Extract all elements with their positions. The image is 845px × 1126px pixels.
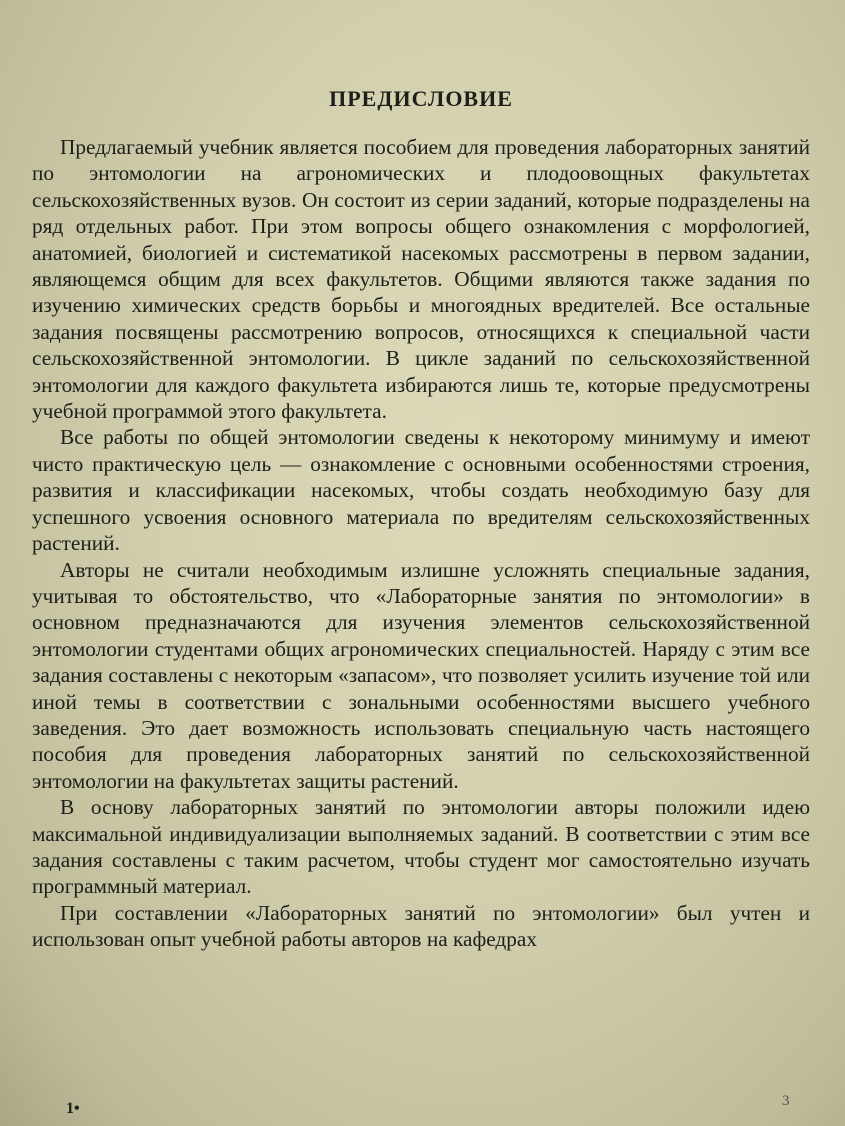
paragraph-4: В основу лабораторных занятий по энтомологии авторы положили идею максимальной индивидуализации выполняемых заданий. В соответствии с этим все задания составлены с таким расчетом, чтобы студент мог самостоятельно изучать программный материал. [32,795,810,899]
page-title: ПРЕДИСЛОВИЕ [329,86,513,111]
signature-mark: 1• [66,1100,80,1117]
paragraph-3: Авторы не считали необходимым излишне усложнять специальные задания, учитывая то обстоятельство, что «Лабораторные занятия по энтомологии» в основном предназначаются для изучения элементов сельскохозяйственной энтомологии студентами общих агрономических специальностей. Наряду с этим все задания составлены с некоторым «запасом», что позволяет усилить изучение той или иной темы в соответствии с зональными особенностями высшего учебного заведения. Это дает возможность использовать специальную часть настоящего пособия для проведения лабораторных занятий по сельскохозяйственной энтомологии на факультетах защиты растений. [32,557,810,793]
page-content [32,86,810,953]
page-number: 3 [782,1093,790,1109]
paragraph-5: При составлении «Лабораторных занятий по энтомологии» был учтен и использован опыт учебной работы авторов на кафедрах [32,900,810,952]
paragraph-2: Все работы по общей энтомологии сведены к некоторому минимуму и имеют чисто практическую цель — ознакомление с основными особенностями строения, развития и классификации насекомых, чтобы создать необходимую базу для успешного усвоения основного материала по вредителям сельскохозяйственных растений. [32,425,810,556]
paragraph-1: Предлагаемый учебник является пособием для проведения лабораторных занятий по энтомологии на агрономических и плодоовощных факультетах сельскохозяйственных вузов. Он состоит из серии заданий, которые подразделены на ряд отдельных работ. При этом вопросы общего ознакомления с морфологией, анатомией, биологией и систематикой насекомых рассмотрены в первом задании, являющемся общим для всех факультетов. Общими являются также задания по изучению химических средств борьбы и многоядных вредителей. Все остальные задания посвящены рассмотрению вопросов, относящихся к специальной части сельскохозяйственной энтомологии. В цикле заданий по сельскохозяйственной энтомологии для каждого факультета избираются лишь те, которые предусмотрены учебной программой этого факультета. [32,135,810,424]
